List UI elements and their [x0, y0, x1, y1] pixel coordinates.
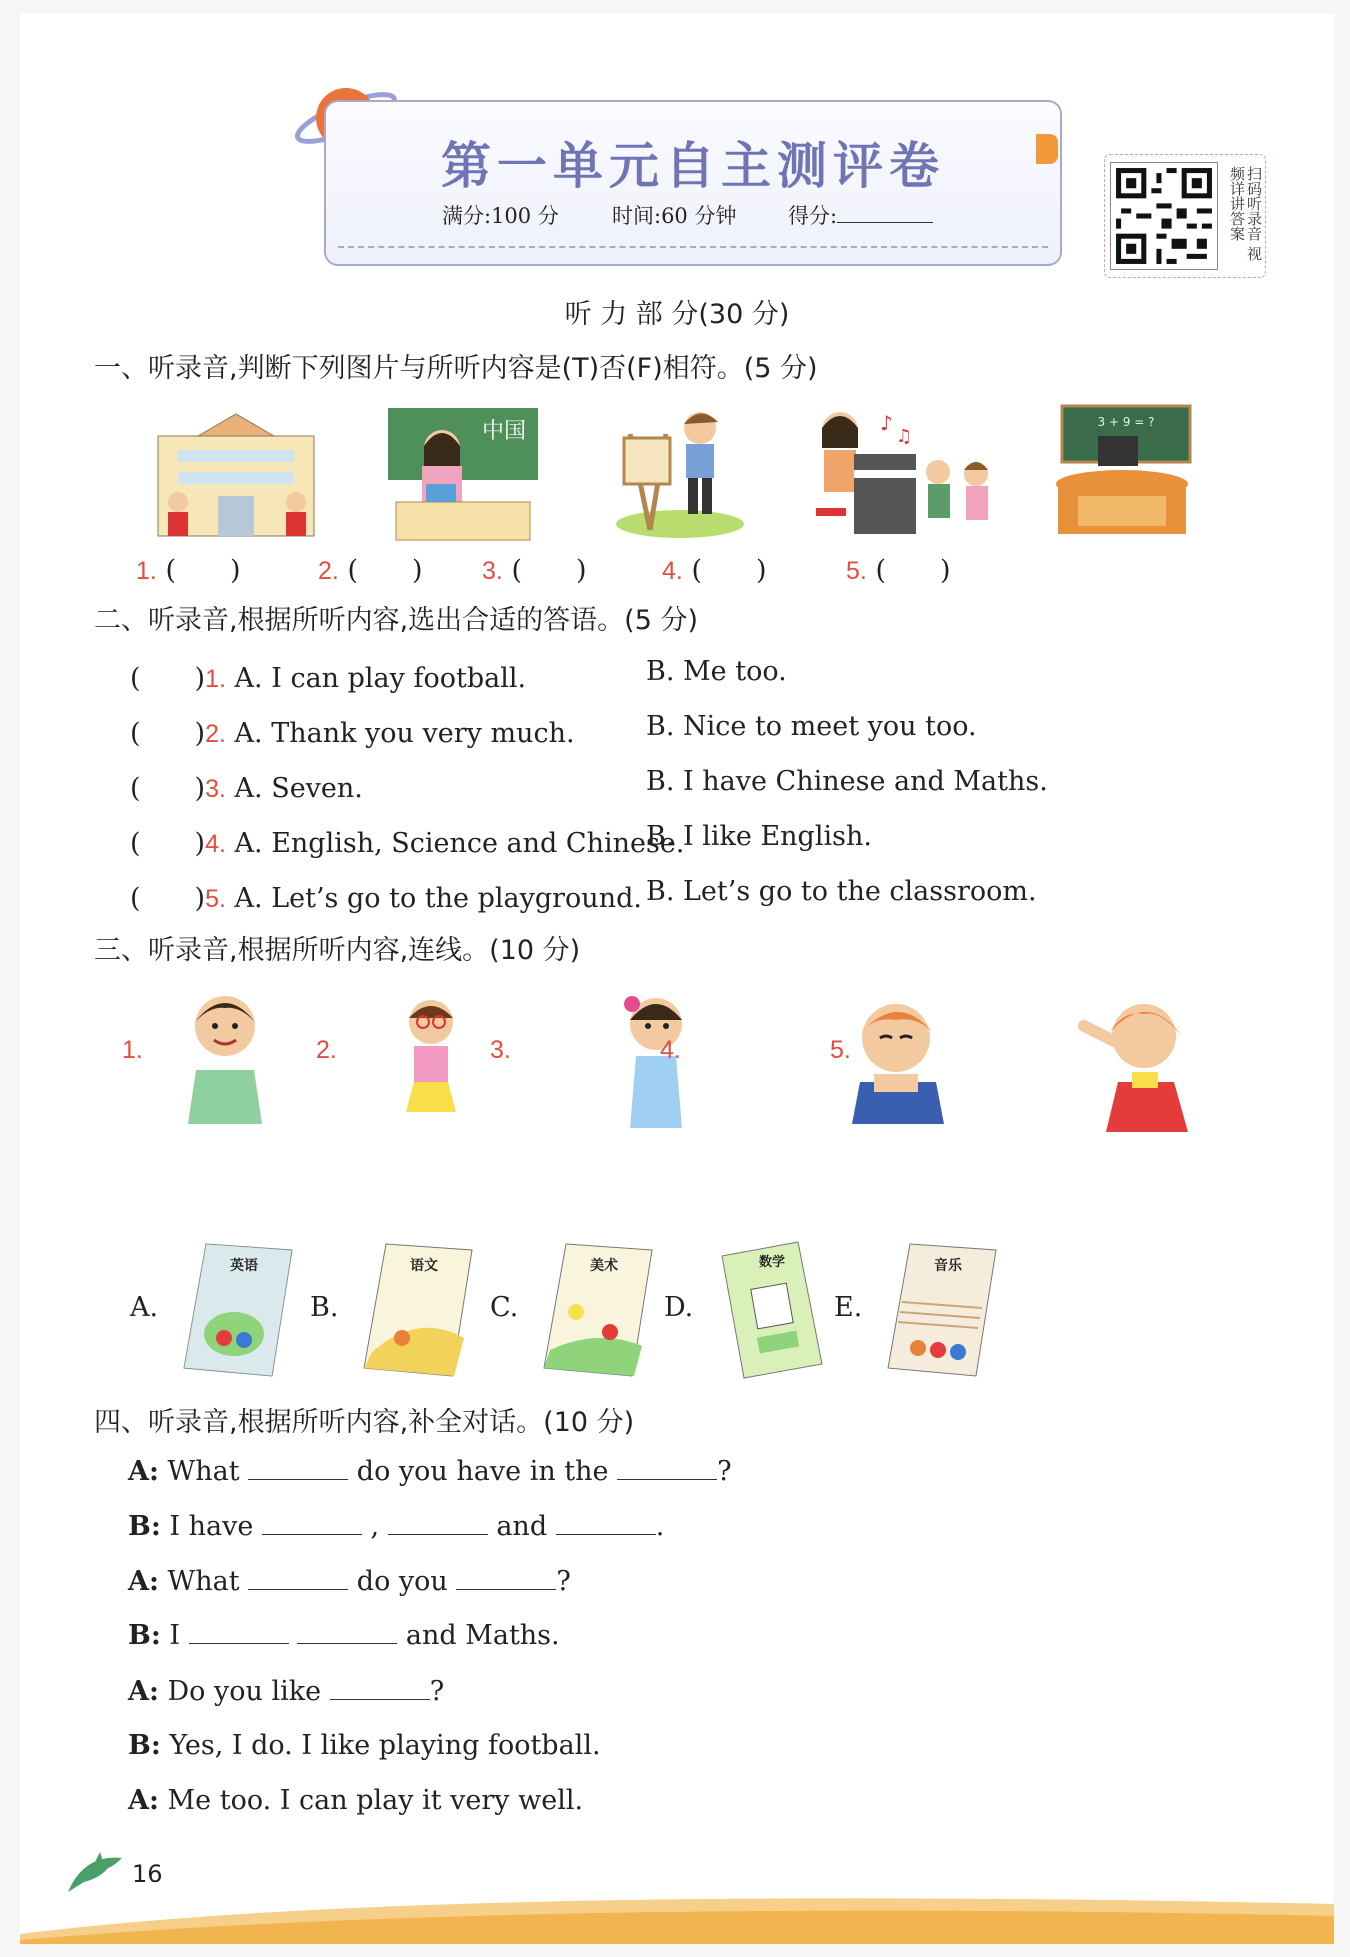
time-limit: 时间:60 分钟 — [612, 204, 737, 228]
q1-answer-2[interactable]: 2. ( ) — [318, 555, 423, 586]
teacher-picture — [386, 406, 540, 542]
dialog-line-5: A: Do you like ? — [128, 1676, 445, 1707]
painting-picture — [610, 404, 748, 542]
q3-kid-num-4: 4. — [660, 1036, 681, 1064]
music-cover-label: 音乐 — [934, 1258, 962, 1274]
q1-answer-3[interactable]: 3. ( ) — [482, 555, 587, 586]
blank-2[interactable] — [617, 1479, 717, 1480]
dolphin-icon — [64, 1848, 130, 1898]
dialog-line-6: B: Yes, I do. I like playing football. — [128, 1730, 601, 1761]
q1-answer-1[interactable]: 1. ( ) — [136, 555, 241, 586]
english-cover-label: 英语 — [230, 1258, 258, 1274]
q3-kid-num-1: 1. — [122, 1036, 143, 1064]
q2-row-5[interactable]: ( )5. A. Let’s go to the playground. — [130, 883, 642, 914]
title-box — [324, 100, 1062, 266]
score-field[interactable] — [788, 200, 933, 230]
book-letter-d: D. — [664, 1292, 694, 1323]
q3-kid-num-5: 5. — [830, 1036, 851, 1064]
q3-kid-num-2: 2. — [316, 1036, 337, 1064]
book-letter-e: E. — [834, 1292, 863, 1323]
qr-caption: 扫码听录音 视频详讲答案 — [1228, 166, 1263, 261]
q4-heading: 四、听录音,根据所听内容,补全对话。(10 分) — [94, 1407, 635, 1438]
blank-4[interactable] — [388, 1534, 488, 1535]
full-score: 满分:100 分 — [442, 204, 559, 228]
svg-text:♪: ♪ — [880, 411, 893, 435]
girl-ponytail-picture[interactable] — [612, 984, 698, 1128]
page-number: 16 — [132, 1860, 163, 1888]
q2-row-2[interactable]: ( )2. A. Thank you very much. — [130, 718, 575, 749]
dialog-line-7: A: Me too. I can play it very well. — [128, 1785, 584, 1816]
q1-answer-4[interactable]: 4. ( ) — [662, 555, 767, 586]
music-picture — [810, 404, 1006, 544]
book-letter-b: B. — [310, 1292, 339, 1323]
q2-option-b-1: B. Me too. — [646, 656, 787, 687]
q2-option-b-5: B. Let’s go to the classroom. — [646, 876, 1037, 907]
school-picture — [148, 406, 324, 538]
q3-kid-num-3: 3. — [490, 1036, 511, 1064]
chinese-cover-label: 语文 — [410, 1258, 438, 1274]
computer-picture — [1048, 404, 1196, 542]
dialog-line-4: B: I and Maths. — [128, 1620, 560, 1651]
score-label: 得分: — [788, 204, 838, 228]
maths-cover-label: 数学 — [758, 1255, 786, 1270]
art-book-picture[interactable] — [538, 1242, 654, 1378]
dialog-line-3: A: What do you ? — [128, 1566, 571, 1597]
chinese-book-picture[interactable] — [358, 1242, 474, 1378]
girl-waving-picture[interactable] — [1064, 986, 1214, 1132]
q2-option-b-2: B. Nice to meet you too. — [646, 711, 977, 742]
music-book-picture[interactable] — [882, 1242, 998, 1378]
qr-code-icon[interactable] — [1110, 162, 1218, 270]
svg-text:♫: ♫ — [896, 426, 913, 447]
q2-option-b-4: B. I like English. — [646, 821, 872, 852]
q3-heading: 三、听录音,根据所听内容,连线。(10 分) — [94, 935, 581, 966]
boy-picture[interactable] — [180, 984, 270, 1124]
blank-8[interactable] — [189, 1643, 289, 1644]
book-letter-c: C. — [490, 1292, 519, 1323]
q2-row-1[interactable]: ( )1. A. I can play football. — [130, 663, 527, 694]
dialog-line-1: A: What do you have in the ? — [128, 1456, 732, 1487]
board-chinese: 中国 — [481, 419, 527, 444]
blank-6[interactable] — [248, 1589, 348, 1590]
boy-laughing-picture[interactable] — [838, 994, 958, 1124]
book-letter-a: A. — [130, 1292, 159, 1323]
blank-5[interactable] — [556, 1534, 656, 1535]
blank-10[interactable] — [330, 1699, 430, 1700]
q2-heading: 二、听录音,根据所听内容,选出合适的答语。(5 分) — [94, 605, 698, 636]
blank-3[interactable] — [262, 1534, 362, 1535]
blank-9[interactable] — [297, 1643, 397, 1644]
q2-row-4[interactable]: ( )4. A. English, Science and Chinese. — [130, 828, 685, 859]
blank-1[interactable] — [248, 1479, 348, 1480]
dialog-line-2: B: I have , and . — [128, 1511, 665, 1542]
section-title: 听 力 部 分(30 分) — [564, 299, 790, 330]
q2-row-3[interactable]: ( )3. A. Seven. — [130, 773, 363, 804]
board-math: 3 + 9 = ? — [1097, 415, 1155, 429]
q2-option-b-3: B. I have Chinese and Maths. — [646, 766, 1048, 797]
girl-glasses-picture[interactable] — [386, 988, 476, 1128]
divider — [338, 246, 1048, 248]
q1-answer-5[interactable]: 5. ( ) — [846, 555, 951, 586]
english-book-picture[interactable] — [178, 1242, 294, 1378]
page-title: 第一单元自主测评卷 — [441, 137, 945, 195]
worksheet-page — [20, 14, 1334, 1944]
footer-band — [20, 1894, 1334, 1944]
q1-heading: 一、听录音,判断下列图片与所听内容是(T)否(F)相符。(5 分) — [94, 353, 818, 384]
blank-7[interactable] — [456, 1589, 556, 1590]
maths-book-picture[interactable] — [718, 1240, 826, 1380]
tag-icon — [1036, 134, 1058, 164]
art-cover-label: 美术 — [590, 1258, 618, 1274]
